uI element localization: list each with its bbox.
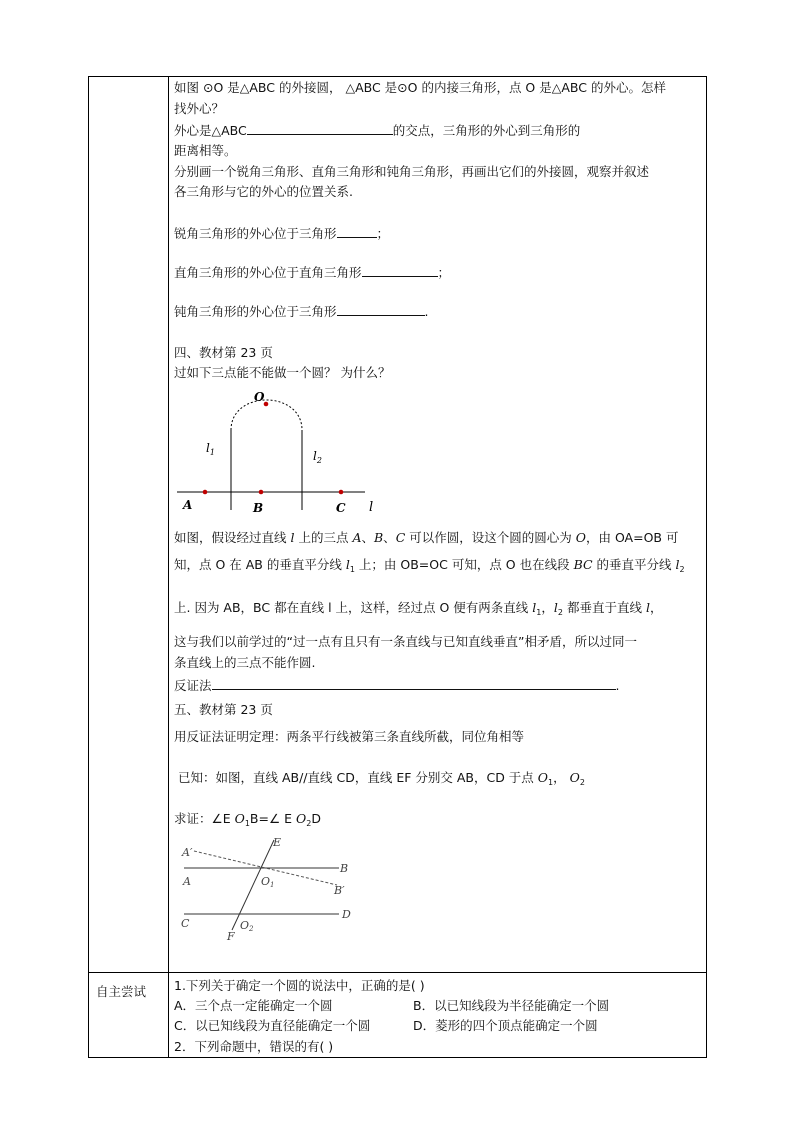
label-l2: $l_2$ (313, 449, 322, 465)
answer-blank[interactable] (337, 225, 377, 238)
row-label-self-attempt: 自主尝试 (96, 984, 147, 999)
label-E: E (273, 836, 282, 849)
table-bottom-border (88, 1057, 707, 1058)
label-O: O (254, 390, 265, 404)
three-collinear-points-figure (170, 386, 390, 516)
circumcenter-intro-cont: 找外心？ (174, 101, 225, 116)
question-1-option-C[interactable]: C．以已知线段为直径能确定一个圆 (174, 1018, 371, 1033)
label-O1: O1 (261, 875, 275, 889)
label-D: D (342, 908, 351, 921)
circumcenter-intro: 如图 ⊙O 是△ABC 的外接圆， △ABC 是⊙O 的内接三角形，点 O 是△ABC 的外心。怎样 (174, 80, 666, 95)
acute-triangle-statement: 锐角三角形的外心位于三角形 ； (174, 226, 390, 241)
section-4-question: 过如下三点能不能做一个圆？ 为什么？ (174, 365, 391, 380)
table-left-border (88, 76, 89, 1058)
circumcenter-definition-cont: 距离相等。 (174, 143, 237, 158)
label-C: C (336, 501, 346, 515)
question-1: 1.下列关于确定一个圆的说法中，正确的是( ) (174, 978, 425, 993)
table-top-border (88, 76, 707, 77)
point-C (339, 490, 344, 495)
label-B: B (253, 501, 264, 515)
label-F: F (227, 930, 235, 943)
question-1-option-A[interactable]: A．三个点一定能确定一个圆 (174, 998, 333, 1013)
drawing-task: 分别画一个锐角三角形、直角三角形和钝角三角形，再画出它们的外接圆，观察并叙述 (174, 164, 650, 179)
label-B-prime: B′ (334, 884, 345, 897)
row-separator (88, 972, 707, 973)
section-5-task: 用反证法证明定理：两条平行线被第三条直线所截，同位角相等 (174, 729, 525, 744)
proof-line-1: 如图，假设经过直线 l 上的三点 A、B、C 可以作圆，设这个圆的圆心为 O，由 OA=OB 可 (174, 530, 679, 545)
proof-line-2: 知，点 O 在 AB 的垂直平分线 $l_1$ 上；由 OB=OC 可知，点 O 也在线段 BC 的垂直平分线 $l_2$ (174, 557, 685, 574)
circumcenter-definition: 外心是△ABC 的交点，三角形的外心到三角形的 (174, 123, 581, 138)
label-A: A (183, 498, 193, 512)
drawing-task-cont: 各三角形与它的外心的位置关系. (174, 184, 353, 199)
proof-line-4: 这与我们以前学过的“过一点有且只有一条直线与已知直线垂直”相矛盾，所以过同一 (174, 634, 637, 649)
answer-blank[interactable] (212, 677, 616, 690)
reductio-statement: 反证法 . (174, 678, 620, 693)
label-C: C (181, 917, 190, 930)
question-2: 2．下列命题中，错误的有( ) (174, 1039, 334, 1054)
label-A: A (183, 875, 191, 888)
answer-blank[interactable] (362, 264, 438, 277)
label-l1: $l_1$ (206, 441, 215, 457)
given-statement: 已知：如图，直线 AB//直线 CD，直线 EF 分别交 AB，CD 于点 $O_1$， $O_2$ (178, 770, 585, 787)
table-right-border (706, 76, 707, 1058)
column-separator (168, 76, 169, 1058)
proof-line-5: 条直线上的三点不能作圆. (174, 655, 316, 670)
parallel-lines-figure (172, 834, 362, 944)
point-A (203, 490, 208, 495)
label-l: l (369, 500, 374, 515)
obtuse-triangle-statement: 钝角三角形的外心位于三角形 . (174, 304, 429, 319)
question-1-option-D[interactable]: D．菱形的四个顶点能确定一个圆 (413, 1018, 598, 1033)
right-triangle-statement: 直角三角形的外心位于直角三角形 ； (174, 265, 451, 280)
point-B (259, 490, 264, 495)
label-A-prime: A′ (182, 846, 193, 859)
question-1-option-B[interactable]: B．以已知线段为半径能确定一个圆 (413, 998, 610, 1013)
answer-blank[interactable] (247, 122, 393, 135)
section-4-title: 四、教材第 23 页 (174, 345, 273, 360)
label-B: B (340, 862, 349, 875)
prove-statement: 求证：∠E $O_1B=\angle$ E $O_2D$ (174, 811, 322, 828)
answer-blank[interactable] (337, 303, 425, 316)
proof-line-3: 上. 因为 AB，BC 都在直线 l 上，这样，经过点 O 便有两条直线 $l_1$，$l_2$ 都垂直于直线 l， (174, 600, 663, 617)
section-5-title: 五、教材第 23 页 (174, 702, 273, 717)
label-O2: O2 (240, 919, 254, 933)
